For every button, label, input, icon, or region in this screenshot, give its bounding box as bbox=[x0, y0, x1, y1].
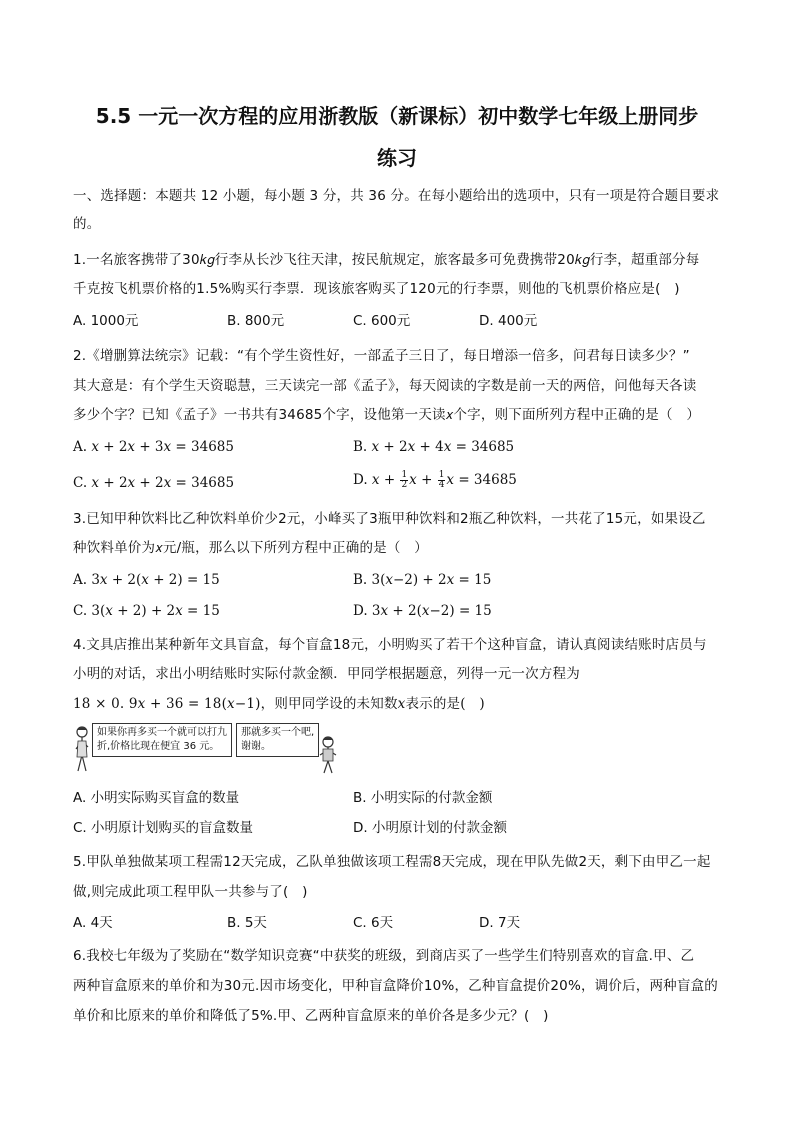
q4-option-a[interactable]: A. 小明实际购买盲盒的数量 bbox=[73, 790, 240, 806]
q2-stem-line1: 2.《增删算法统宗》记载：“有个学生资性好，一部孟子三日了，每日增添一倍多，问君每日读多少？” bbox=[73, 348, 690, 364]
xiaoming-speech-bubble bbox=[236, 723, 319, 757]
section-instructions-line2: 的。 bbox=[73, 216, 101, 232]
q5-option-b[interactable]: B. 5天 bbox=[227, 915, 267, 931]
q5-stem-line1: 5.甲队单独做某项工程需12天完成，乙队单独做该项工程需8天完成，现在甲队先做2天，剩下由甲乙一起 bbox=[73, 854, 711, 870]
q6-stem-line1: 6.我校七年级为了奖励在“数学知识竞赛“中获奖的班级，到商店买了一些学生们特别喜欢的盲盒.甲、乙 bbox=[73, 948, 695, 964]
fraction-denominator: 2 bbox=[401, 480, 408, 490]
clerk-speech-line1: 如果你再多买一个就可以打九 bbox=[97, 727, 227, 738]
q4-stem-line1: 4.文具店推出某种新年文具盲盒，每个盲盒18元，小明购买了若干个这种盲盒，请认真阅读结账时店员与 bbox=[73, 637, 707, 653]
dialogue-illustration bbox=[73, 723, 343, 775]
q2-stem-line3: 多少个字？已知《孟子》一书共有34685个字，设他第一天读𝑥个字，则下面所列方程中正确的是（ ） bbox=[73, 407, 701, 423]
q3-option-a[interactable]: A. 3𝑥 + 2(𝑥 + 2) = 15 bbox=[73, 572, 220, 588]
clerk-figure-icon bbox=[73, 725, 91, 773]
q4-stem-line3: 18 × 0. 9𝑥 + 36 = 18(𝑥−1)，则甲同学设的未知数𝑥表示的是( ) bbox=[73, 696, 485, 712]
q5-option-c[interactable]: C. 6天 bbox=[353, 915, 394, 931]
q1-stem-line2: 千克按飞机票价格的1.5%购买行李票．现该旅客购买了120元的行李票，则他的飞机票价格应是( ) bbox=[73, 281, 680, 297]
fraction-numerator: 1 bbox=[438, 470, 445, 480]
fraction-numerator: 1 bbox=[401, 470, 408, 480]
q2-option-c[interactable]: C. 𝑥 + 2𝑥 + 2𝑥 = 34685 bbox=[73, 475, 235, 491]
q2-option-b[interactable]: B. 𝑥 + 2𝑥 + 4𝑥 = 34685 bbox=[353, 439, 515, 455]
q5-option-d[interactable]: D. 7天 bbox=[479, 915, 521, 931]
clerk-speech-bubble bbox=[92, 723, 232, 757]
fraction-one-half bbox=[400, 471, 408, 490]
q2-option-a[interactable]: A. 𝑥 + 2𝑥 + 3𝑥 = 34685 bbox=[73, 439, 234, 455]
xiaoming-speech-line2: 谢谢。 bbox=[241, 741, 271, 752]
q2-option-d-prefix: D. 𝑥 + bbox=[353, 472, 400, 488]
q1-option-c[interactable]: C. 600元 bbox=[353, 313, 411, 329]
q5-stem-line2: 做,则完成此项工程甲队一共参与了( ) bbox=[73, 884, 308, 900]
fraction-denominator: 4 bbox=[438, 480, 445, 490]
q1-option-d[interactable]: D. 400元 bbox=[479, 313, 538, 329]
xiaoming-figure-icon bbox=[317, 735, 339, 775]
q2-option-d[interactable] bbox=[353, 470, 517, 490]
section-instructions-line1: 一、选择题：本题共 12 小题，每小题 3 分，共 36 分。在每小题给出的选项中，只有一项是符合题目要求 bbox=[73, 188, 720, 204]
q1-stem-line1: 1.一名旅客携带了30𝑘𝑔行李从长沙飞往天津，按民航规定，旅客最多可免费携带20𝑘𝑔行李，超重部分每 bbox=[73, 252, 700, 268]
q4-option-c[interactable]: C. 小明原计划购买的盲盒数量 bbox=[73, 820, 254, 836]
q4-option-d[interactable]: D. 小明原计划的付款金额 bbox=[353, 820, 507, 836]
q4-option-b[interactable]: B. 小明实际的付款金额 bbox=[353, 790, 493, 806]
q3-stem-line1: 3.已知甲种饮料比乙种饮料单价少2元，小峰买了3瓶甲种饮料和2瓶乙种饮料，一共花了15元，如果设乙 bbox=[73, 511, 706, 527]
document-title-line1: 5.5 一元一次方程的应用浙教版（新课标）初中数学七年级上册同步 bbox=[95, 104, 699, 128]
q2-option-d-mid: 𝑥 + bbox=[409, 472, 437, 488]
q1-option-a[interactable]: A. 1000元 bbox=[73, 313, 139, 329]
q6-stem-line2: 两种盲盒原来的单价和为30元.因市场变化，甲种盲盒降价10%，乙种盲盒提价20%，调价后，两种盲盒的 bbox=[73, 978, 718, 994]
q5-option-a[interactable]: A. 4天 bbox=[73, 915, 113, 931]
q3-stem-line2: 种饮料单价为𝑥元/瓶，那么以下所列方程中正确的是（ ） bbox=[73, 540, 428, 556]
xiaoming-speech-line1: 那就多买一个吧, bbox=[241, 727, 315, 738]
document-title-line2: 练习 bbox=[377, 146, 417, 170]
q3-option-c[interactable]: C. 3(𝑥 + 2) + 2𝑥 = 15 bbox=[73, 603, 220, 619]
clerk-speech-line2: 折,价格比现在便宜 36 元。 bbox=[97, 741, 220, 752]
q3-option-b[interactable]: B. 3(𝑥−2) + 2𝑥 = 15 bbox=[353, 572, 492, 588]
fraction-one-quarter bbox=[438, 471, 446, 490]
q3-option-d[interactable]: D. 3𝑥 + 2(𝑥−2) = 15 bbox=[353, 603, 492, 619]
q2-option-d-suffix: 𝑥 = 34685 bbox=[446, 472, 517, 488]
q4-stem-line2: 小明的对话，求出小明结账时实际付款金额．甲同学根据题意，列得一元一次方程为 bbox=[73, 666, 580, 682]
q6-stem-line3: 单价和比原来的单价和降低了5%.甲、乙两种盲盒原来的单价各是多少元？( ) bbox=[73, 1008, 549, 1024]
q2-stem-line2: 其大意是：有个学生天资聪慧，三天读完一部《孟子》，每天阅读的字数是前一天的两倍，问他每天各读 bbox=[73, 378, 697, 394]
q1-option-b[interactable]: B. 800元 bbox=[227, 313, 285, 329]
